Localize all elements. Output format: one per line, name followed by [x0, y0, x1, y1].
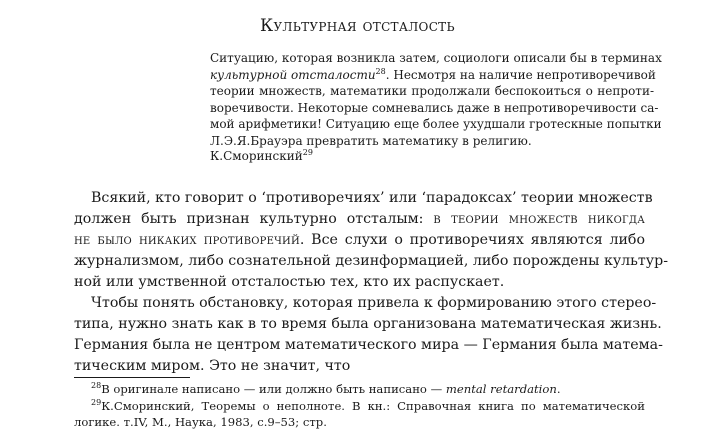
footnotes — [74, 381, 645, 431]
body-line: Чтобы понять обстановку, которая привела к формированию этого стерео- — [91, 295, 657, 311]
body-line: журнализмом, либо сознательной дезинформацией, либо порождены культур- — [74, 253, 668, 269]
footnote-number: 29 — [91, 397, 102, 407]
footnote-text: В оригинале написано — или должно быть написано — — [101, 382, 446, 396]
epigraph-line: Л.Э.Я.Брауэра превратить математику в религию. — [210, 133, 532, 148]
body-text-span: должен быть признан культурно отсталым: — [74, 211, 434, 227]
epigraph-text: . Несмотря на наличие непротиворечивой — [385, 67, 656, 82]
epigraph-line: теории множеств, математики продолжали беспокоиться о непроти- — [210, 84, 654, 99]
body-line: типа, нужно знать как в то время была организована математическая жизнь. — [74, 316, 662, 332]
footnote-text: К.Сморинский, Теоремы о неполноте. В кн.: Справочная книга по математической — [101, 398, 645, 413]
footnote-text: . — [556, 382, 561, 396]
footnote-number: 28 — [91, 381, 102, 390]
body-line: ной или умственной отсталостью тех, кто их распускает. — [74, 274, 505, 290]
epigraph-line: Ситуацию, которая возникла затем, социологи описали бы в терминах — [210, 51, 662, 65]
footnote-ref-29[interactable]: 29 — [302, 148, 313, 157]
epigraph-line: воречивости. Некоторые сомневались даже в непротиворечивости са- — [210, 100, 659, 115]
epigraph-italic-term: культурной отсталости — [210, 67, 376, 82]
epigraph-quote — [210, 50, 662, 150]
footnote-italic-term: mental retardation — [445, 382, 557, 396]
epigraph-line: мой арифметики! Ситуацию еще более ухудшали гротескные попытки — [210, 117, 662, 132]
body-line: Всякий, кто говорит о ‘противоречиях’ или ‘парадоксах’ теории множеств — [91, 190, 653, 206]
footnote-29 — [74, 398, 645, 415]
emphasis-small-caps: не было никаких противоречий — [74, 232, 300, 248]
section-title: Культурная отсталость — [260, 16, 455, 36]
body-line: тическим миром. Это не значит, что — [74, 358, 351, 374]
footnote-29-continuation: логике. т.IV, М., Наука, 1983, с.9–53; стр. — [74, 415, 327, 430]
epigraph-author — [210, 149, 313, 163]
footnote-divider — [74, 377, 190, 378]
body-line — [74, 230, 645, 251]
body-line — [74, 209, 645, 230]
epigraph-line — [210, 67, 654, 84]
footnote-28 — [74, 381, 645, 398]
epigraph-author-name: К.Сморинский — [210, 149, 303, 163]
body-line: Германия была не центром математического мира — Германия была матема- — [74, 337, 663, 353]
footnote-ref-28[interactable]: 28 — [375, 66, 386, 76]
emphasis-small-caps: в теории множеств никогда — [433, 211, 645, 227]
body-text — [74, 188, 668, 377]
body-text-span: . Все слухи о противоречиях являются либо — [299, 232, 645, 248]
